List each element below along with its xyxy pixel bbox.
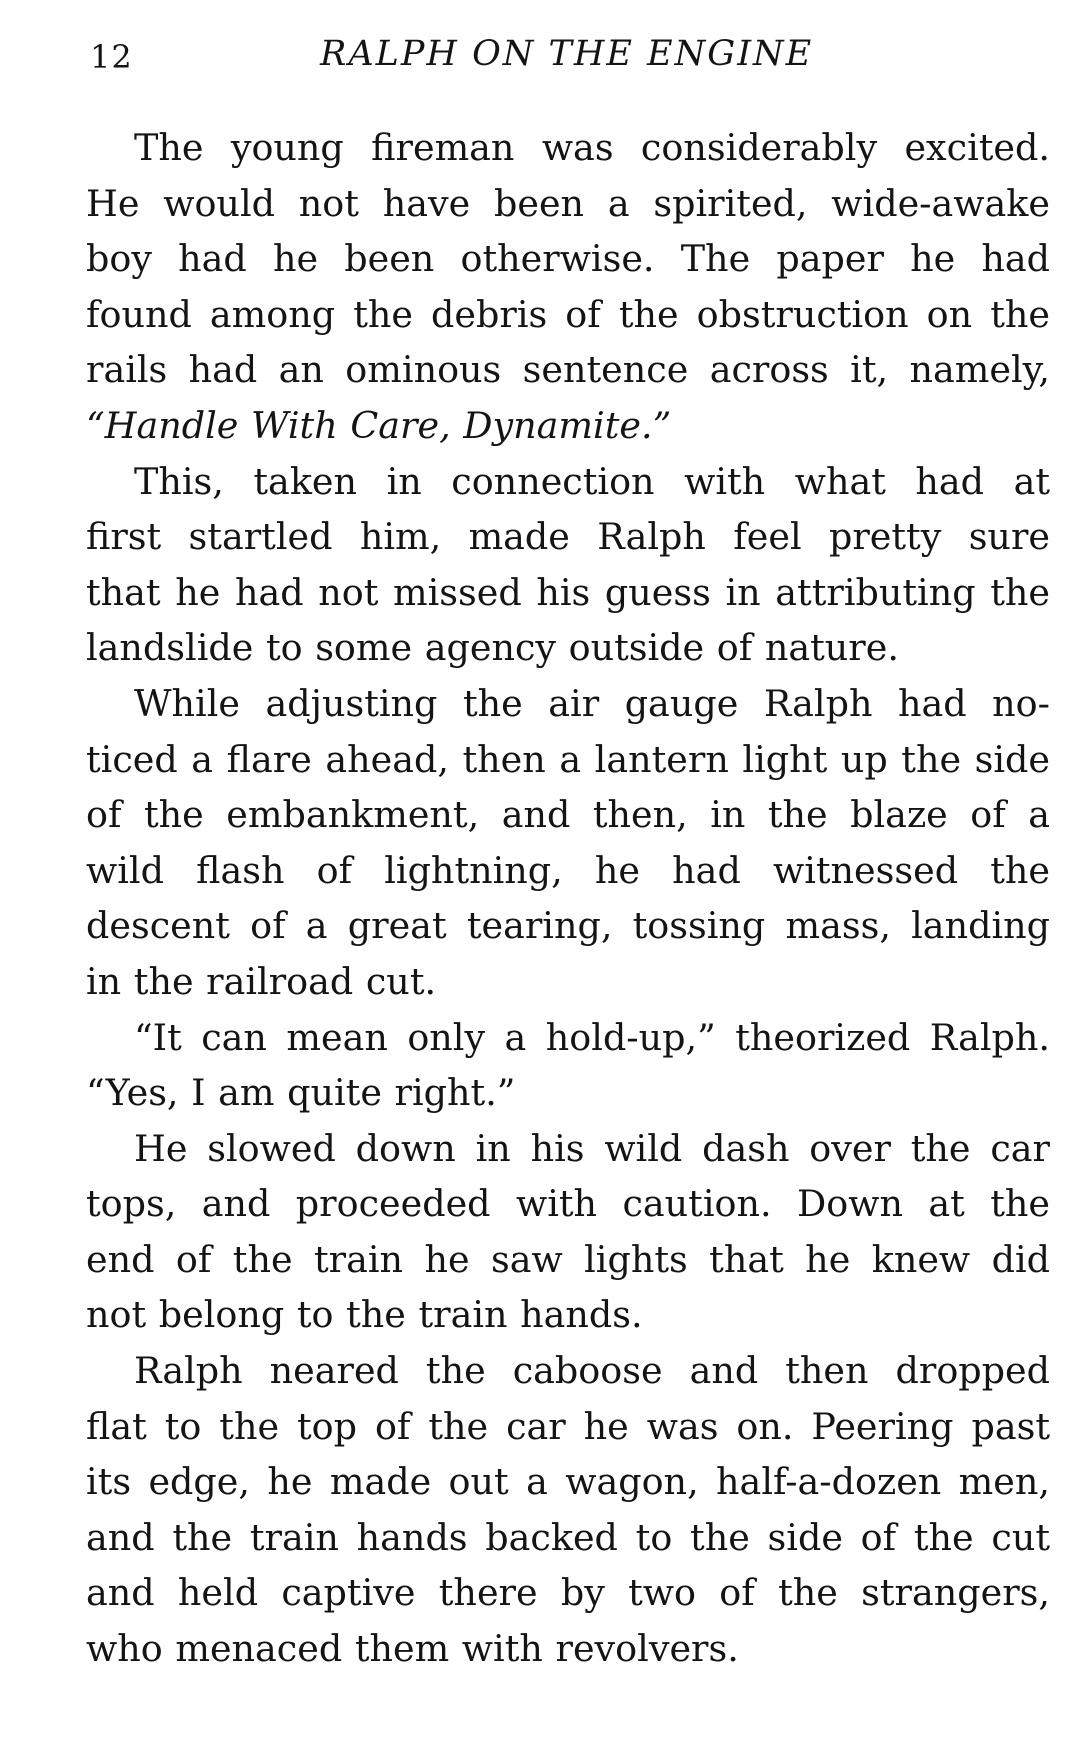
text-line: landslide to some agency outside of nature.	[86, 626, 899, 670]
text-line: of the embankment, and then, in the blaze of a	[86, 793, 1050, 837]
text-line: and held captive there by two of the strangers,	[86, 1571, 1050, 1615]
text-line: its edge, he made out a wagon, half-a-dozen men,	[86, 1460, 1050, 1504]
text-line: He slowed down in his wild dash over the car	[134, 1126, 1050, 1170]
text-line: found among the debris of the obstruction on the	[86, 292, 1050, 336]
text-line: first startled him, made Ralph feel pretty sure	[86, 515, 1050, 559]
text-line: wild flash of lightning, he had witnessed the	[86, 848, 1050, 892]
text-line: in the railroad cut.	[86, 959, 437, 1003]
running-title: RALPH ON THE ENGINE	[320, 34, 814, 74]
text-line: ticed a flare ahead, then a lantern light up the side	[86, 737, 1050, 781]
text-line: This, taken in connection with what had at	[134, 459, 1050, 503]
text-line: tops, and proceeded with caution. Down at the	[86, 1182, 1050, 1226]
text-line: that he had not missed his guess in attributing the	[86, 570, 1050, 614]
body-text	[86, 120, 1050, 1677]
text-line: rails had an ominous sentence across it, namely,	[86, 348, 1050, 392]
text-line: “Yes, I am quite right.”	[86, 1071, 516, 1115]
text-line: who menaced them with revolvers.	[86, 1627, 739, 1671]
text-line: The young fireman was considerably excited.	[134, 126, 1050, 169]
text-line: descent of a great tearing, tossing mass, landing	[86, 904, 1050, 948]
quoted-phrase: “Handle With Care, Dynamite.”	[86, 403, 672, 447]
text-line: boy had he been otherwise. The paper he had	[86, 237, 1050, 281]
text-line: not belong to the train hands.	[86, 1293, 643, 1337]
page-number: 12	[90, 38, 133, 76]
text-line: While adjusting the air gauge Ralph had no-	[134, 681, 1050, 725]
text-line: end of the train he saw lights that he knew did	[86, 1237, 1050, 1281]
text-line: flat to the top of the car he was on. Peering past	[86, 1404, 1050, 1448]
page-header	[90, 34, 1040, 84]
text-line: “It can mean only a hold-up,” theorized Ralph.	[134, 1015, 1050, 1059]
text-line: He would not have been a spirited, wide-awake	[86, 181, 1050, 225]
text-line: and the train hands backed to the side of the cut	[86, 1515, 1050, 1559]
text-line: Ralph neared the caboose and then dropped	[134, 1349, 1050, 1393]
